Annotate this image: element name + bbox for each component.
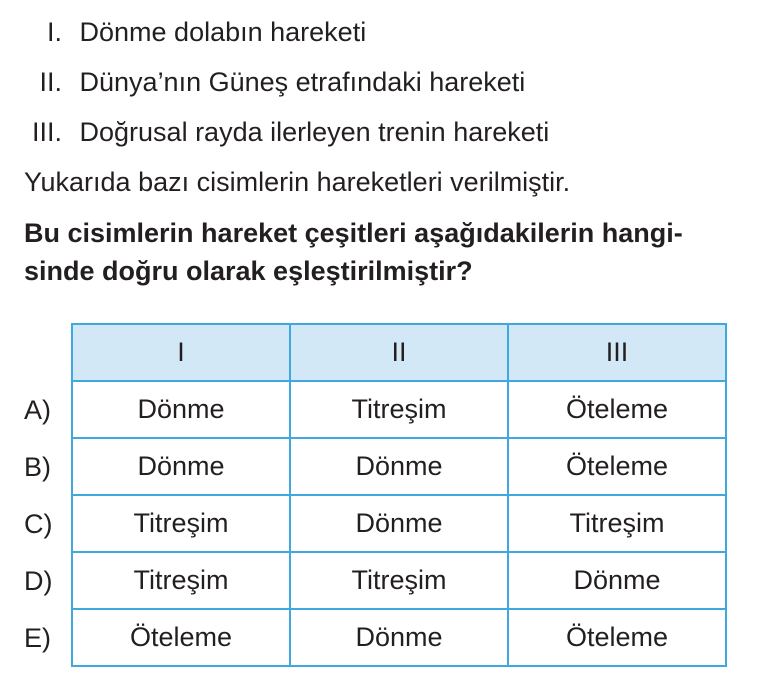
table-cell: Dönme <box>508 552 726 609</box>
table-cell: Dönme <box>72 381 290 438</box>
answer-table <box>71 323 727 667</box>
table-cell: Öteleme <box>508 381 726 438</box>
statement-3 <box>24 116 549 148</box>
statement-number: II. <box>39 67 62 97</box>
table-cell: Öteleme <box>508 609 726 666</box>
column-header: II <box>290 324 508 381</box>
column-header: I <box>72 324 290 381</box>
statement-1 <box>24 16 366 48</box>
option-letter-a[interactable]: A) <box>24 395 51 425</box>
table-cell: Öteleme <box>508 438 726 495</box>
option-letter-e[interactable]: E) <box>24 623 51 653</box>
table-row[interactable] <box>72 381 726 438</box>
option-letter-d[interactable]: D) <box>24 566 53 596</box>
question-stem <box>24 214 764 290</box>
table-cell: Titreşim <box>72 552 290 609</box>
statement-2 <box>24 66 525 98</box>
table-row[interactable] <box>72 438 726 495</box>
table-cell: Titreşim <box>290 381 508 438</box>
question-stem-line-2: sinde doğru olarak eşleştirilmiştir? <box>24 256 473 286</box>
table-header-row <box>72 324 726 381</box>
question-stem-line-1: Bu cisimlerin hareket çeşitleri aşağıdakilerin hangi- <box>24 218 683 248</box>
statement-number: I. <box>46 17 62 47</box>
statement-text: Dönme dolabın hareketi <box>79 17 367 47</box>
table-cell: Titreşim <box>72 495 290 552</box>
statement-number: III. <box>31 117 62 147</box>
option-letter-c[interactable]: C) <box>24 509 53 539</box>
table-row[interactable] <box>72 552 726 609</box>
question-intro: Yukarıda bazı cisimlerin hareketleri verilmiştir. <box>24 167 571 197</box>
column-header: III <box>508 324 726 381</box>
statement-text: Doğrusal rayda ilerleyen trenin hareketi <box>79 117 550 147</box>
table-cell: Öteleme <box>72 609 290 666</box>
table-row[interactable] <box>72 609 726 666</box>
table-row[interactable] <box>72 495 726 552</box>
statement-text: Dünya’nın Güneş etrafındaki hareketi <box>79 67 526 97</box>
option-letter-b[interactable]: B) <box>24 452 51 482</box>
table-cell: Titreşim <box>290 552 508 609</box>
table-cell: Dönme <box>290 609 508 666</box>
table-cell: Dönme <box>290 438 508 495</box>
table-cell: Dönme <box>290 495 508 552</box>
table-cell: Dönme <box>72 438 290 495</box>
table-cell: Titreşim <box>508 495 726 552</box>
